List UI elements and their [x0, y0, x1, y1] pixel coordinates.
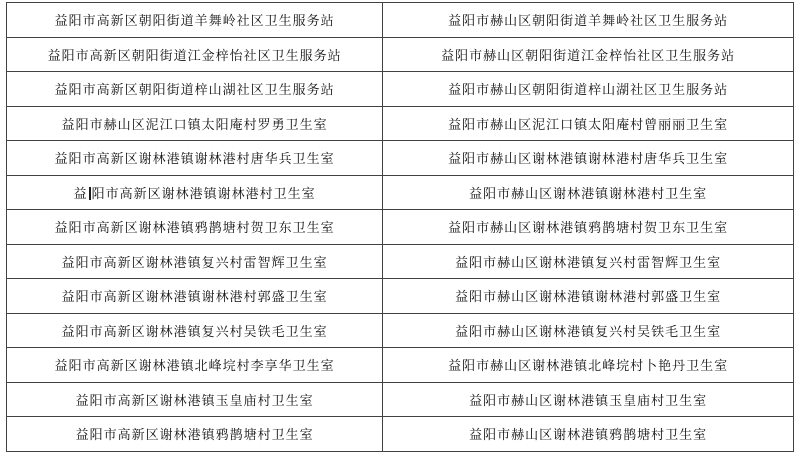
- cell-text: 益阳市赫山区谢林港镇谢林港村卫生室: [469, 185, 708, 201]
- table-cell-left[interactable]: [7, 210, 383, 245]
- table-cell-right[interactable]: [383, 37, 794, 72]
- cell-text: 益阳市赫山区泥江口镇太阳庵村曾丽丽卫生室: [448, 116, 729, 132]
- cell-text: 益阳市高新区朝阳街道羊舞岭社区卫生服务站: [54, 13, 335, 29]
- cell-text: 益阳市赫山区谢林港镇北峰垸村卜艳丹卫生室: [448, 358, 729, 374]
- cell-text: 益阳市高新区谢林港镇谢林港村唐华兵卫生室: [54, 151, 335, 167]
- table-cell-left[interactable]: [7, 72, 383, 107]
- table-cell-right[interactable]: [383, 72, 794, 107]
- table-row: [7, 348, 794, 383]
- table-row: [7, 244, 794, 279]
- cell-text: 益阳市赫山区朝阳街道羊舞岭社区卫生服务站: [448, 13, 729, 29]
- table-cell-left[interactable]: [7, 417, 383, 452]
- table-cell-left[interactable]: [7, 279, 383, 314]
- table-row: [7, 417, 794, 452]
- table-row: [7, 106, 794, 141]
- table-cell-right[interactable]: [383, 210, 794, 245]
- table-cell-left[interactable]: [7, 313, 383, 348]
- table-cell-left[interactable]: [7, 382, 383, 417]
- table-cell-left[interactable]: [7, 348, 383, 383]
- table-cell-right[interactable]: [383, 141, 794, 176]
- table-row: [7, 175, 794, 210]
- table-row: [7, 141, 794, 176]
- cell-text: 益阳市高新区谢林港镇玉皇庙村卫生室: [75, 392, 314, 408]
- table-row: [7, 3, 794, 38]
- table-cell-right[interactable]: [383, 244, 794, 279]
- cell-text: 益阳市赫山区谢林港镇复兴村雷智辉卫生室: [455, 254, 722, 270]
- cell-text: 益阳市赫山区谢林港镇谢林港村唐华兵卫生室: [448, 151, 729, 167]
- table-cell-right[interactable]: [383, 348, 794, 383]
- cell-text: 益阳市高新区谢林港镇鸦鹊塘村卫生室: [75, 427, 314, 443]
- facility-table: [6, 2, 794, 452]
- table-cell-right[interactable]: [383, 3, 794, 38]
- cell-text: 益阳市高新区谢林港镇谢林港村郭盛卫生室: [61, 289, 328, 305]
- cell-text: 益阳市高新区朝阳街道江金梓怡社区卫生服务站: [47, 47, 342, 63]
- cell-text: 益阳市赫山区谢林港镇复兴村吴铁毛卫生室: [455, 323, 722, 339]
- table-row: [7, 37, 794, 72]
- table-cell-left[interactable]: [7, 37, 383, 72]
- cell-text: 益阳市赫山区谢林港镇鸦鹊塘村卫生室: [469, 427, 708, 443]
- cell-text: 益阳市赫山区谢林港镇鸦鹊塘村贺卫东卫生室: [448, 220, 729, 236]
- cell-text: 益阳市赫山区朝阳街道梓山湖社区卫生服务站: [448, 82, 729, 98]
- text-cursor: [89, 187, 91, 200]
- table-cell-right[interactable]: [383, 106, 794, 141]
- cell-text: 益阳市赫山区谢林港镇玉皇庙村卫生室: [469, 392, 708, 408]
- table-cell-right[interactable]: [383, 382, 794, 417]
- table-row: [7, 279, 794, 314]
- table-row: [7, 382, 794, 417]
- table-cell-left[interactable]: [7, 3, 383, 38]
- cell-text: 益阳市高新区谢林港镇鸦鹊塘村贺卫东卫生室: [54, 220, 335, 236]
- table-cell-left[interactable]: [7, 141, 383, 176]
- cell-text: 益阳市高新区谢林港镇复兴村雷智辉卫生室: [61, 254, 328, 270]
- cell-text: 益阳市高新区谢林港镇北峰垸村李享华卫生室: [54, 358, 335, 374]
- table-cell-right[interactable]: [383, 175, 794, 210]
- table-cell-left[interactable]: [7, 244, 383, 279]
- table-cell-left[interactable]: [7, 175, 383, 210]
- cell-text: 益阳市高新区谢林港镇复兴村吴铁毛卫生室: [61, 323, 328, 339]
- table-cell-left[interactable]: [7, 106, 383, 141]
- table-row: [7, 210, 794, 245]
- table-cell-right[interactable]: [383, 417, 794, 452]
- table-row: [7, 313, 794, 348]
- cell-text: 益: [73, 185, 88, 201]
- cell-text: 益阳市赫山区泥江口镇太阳庵村罗勇卫生室: [61, 116, 328, 132]
- cell-text: 益阳市高新区朝阳街道梓山湖社区卫生服务站: [54, 82, 335, 98]
- cell-text: 阳市高新区谢林港镇谢林港村卫生室: [91, 185, 316, 201]
- table-cell-right[interactable]: [383, 279, 794, 314]
- cell-text: 益阳市赫山区朝阳街道江金梓怡社区卫生服务站: [441, 47, 736, 63]
- cell-text: 益阳市赫山区谢林港镇谢林港村郭盛卫生室: [455, 289, 722, 305]
- table-cell-right[interactable]: [383, 313, 794, 348]
- table-row: [7, 72, 794, 107]
